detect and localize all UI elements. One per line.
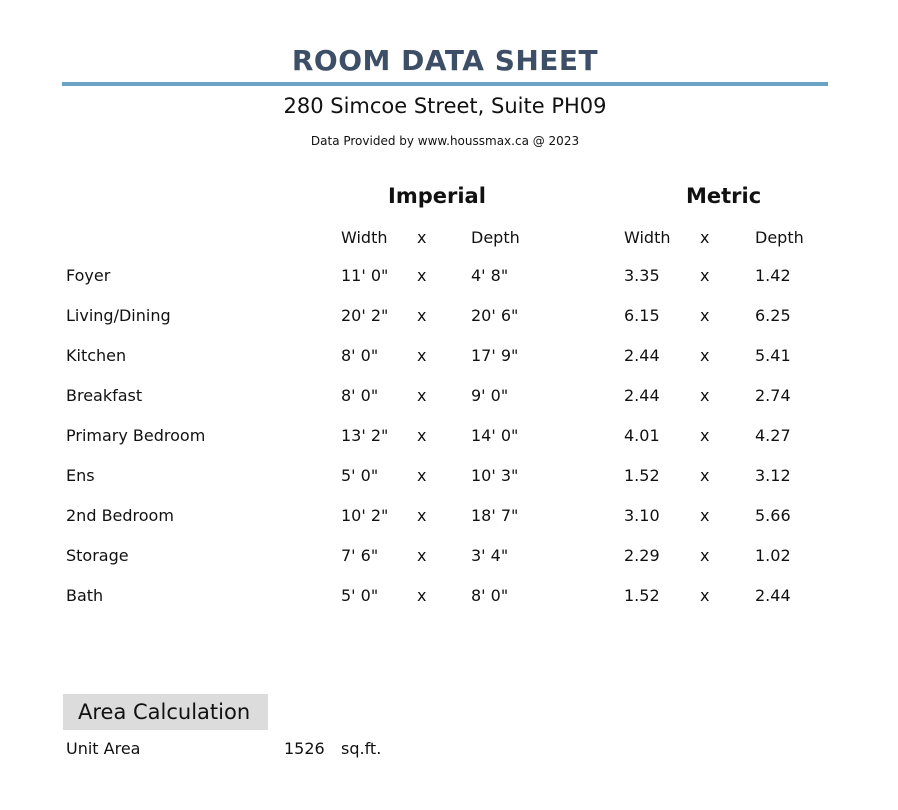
metric-x: x — [700, 586, 710, 605]
area-calculation-heading-box — [63, 694, 268, 730]
imperial-depth: 3' 4" — [471, 546, 509, 565]
title-divider — [62, 82, 828, 86]
unit-area-label: Unit Area — [66, 739, 141, 758]
imperial-x: x — [417, 386, 427, 405]
imperial-x-header: x — [417, 228, 427, 247]
room-name: Living/Dining — [66, 306, 171, 325]
property-address: 280 Simcoe Street, Suite PH09 — [283, 94, 607, 118]
metric-width: 6.15 — [624, 306, 660, 325]
area-calculation-heading: Area Calculation — [78, 700, 251, 724]
metric-depth: 1.42 — [755, 266, 791, 285]
metric-x: x — [700, 306, 710, 325]
metric-width: 3.35 — [624, 266, 660, 285]
imperial-width: 10' 2" — [341, 506, 389, 525]
metric-x: x — [700, 426, 710, 445]
metric-depth: 5.66 — [755, 506, 791, 525]
metric-x-header: x — [700, 228, 710, 247]
imperial-x: x — [417, 306, 427, 325]
unit-area-value: 1526 — [284, 739, 325, 758]
metric-heading: Metric — [686, 184, 762, 208]
imperial-x: x — [417, 586, 427, 605]
imperial-width-header: Width — [341, 228, 388, 247]
metric-x: x — [700, 386, 710, 405]
imperial-width: 20' 2" — [341, 306, 389, 325]
imperial-depth: 9' 0" — [471, 386, 509, 405]
imperial-width: 7' 6" — [341, 546, 379, 565]
room-name: Ens — [66, 466, 95, 485]
metric-width: 3.10 — [624, 506, 660, 525]
metric-depth: 2.74 — [755, 386, 791, 405]
imperial-width: 8' 0" — [341, 346, 379, 365]
room-name: Primary Bedroom — [66, 426, 206, 445]
imperial-depth: 4' 8" — [471, 266, 509, 285]
room-name: Bath — [66, 586, 104, 605]
imperial-heading: Imperial — [388, 184, 486, 208]
room-name: Kitchen — [66, 346, 127, 365]
room-name: Breakfast — [66, 386, 143, 405]
imperial-x: x — [417, 346, 427, 365]
unit-area-unit: sq.ft. — [341, 739, 382, 758]
imperial-x: x — [417, 506, 427, 525]
room-name: Foyer — [66, 266, 111, 285]
room-name: Storage — [66, 546, 129, 565]
metric-depth-header: Depth — [755, 228, 804, 247]
metric-width: 1.52 — [624, 586, 660, 605]
imperial-x: x — [417, 546, 427, 565]
metric-depth: 1.02 — [755, 546, 791, 565]
metric-x: x — [700, 266, 710, 285]
imperial-depth: 17' 9" — [471, 346, 519, 365]
imperial-x: x — [417, 266, 427, 285]
metric-width: 2.29 — [624, 546, 660, 565]
imperial-depth-header: Depth — [471, 228, 520, 247]
metric-depth: 2.44 — [755, 586, 791, 605]
imperial-width: 8' 0" — [341, 386, 379, 405]
imperial-x: x — [417, 426, 427, 445]
imperial-depth: 14' 0" — [471, 426, 519, 445]
metric-depth: 5.41 — [755, 346, 791, 365]
imperial-width: 5' 0" — [341, 586, 379, 605]
page-title: ROOM DATA SHEET — [291, 44, 599, 77]
imperial-depth: 8' 0" — [471, 586, 509, 605]
metric-width-header: Width — [624, 228, 671, 247]
imperial-width: 5' 0" — [341, 466, 379, 485]
metric-x: x — [700, 506, 710, 525]
data-provider-note: Data Provided by www.houssmax.ca @ 2023 — [310, 134, 580, 148]
metric-width: 4.01 — [624, 426, 660, 445]
metric-x: x — [700, 346, 710, 365]
metric-x: x — [700, 546, 710, 565]
metric-width: 2.44 — [624, 386, 660, 405]
metric-depth: 3.12 — [755, 466, 791, 485]
room-name: 2nd Bedroom — [66, 506, 174, 525]
imperial-depth: 18' 7" — [471, 506, 519, 525]
imperial-depth: 10' 3" — [471, 466, 519, 485]
metric-depth: 6.25 — [755, 306, 791, 325]
imperial-width: 13' 2" — [341, 426, 389, 445]
imperial-width: 11' 0" — [341, 266, 389, 285]
metric-x: x — [700, 466, 710, 485]
imperial-depth: 20' 6" — [471, 306, 519, 325]
imperial-x: x — [417, 466, 427, 485]
metric-width: 2.44 — [624, 346, 660, 365]
metric-width: 1.52 — [624, 466, 660, 485]
metric-depth: 4.27 — [755, 426, 791, 445]
